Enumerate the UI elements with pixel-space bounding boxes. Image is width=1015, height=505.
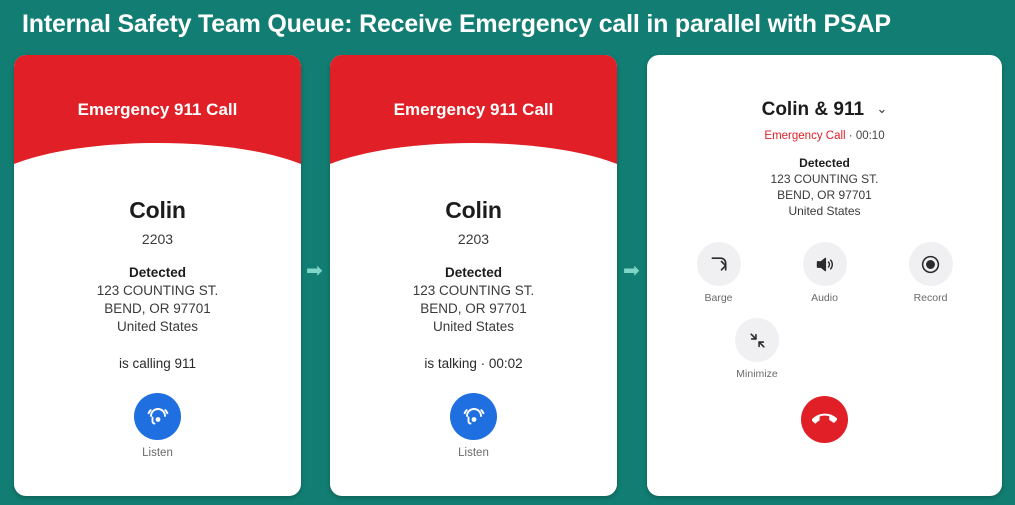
address-line-3: United States bbox=[432, 319, 515, 334]
detected-label: Detected bbox=[128, 265, 187, 280]
emergency-banner bbox=[14, 55, 301, 183]
address-line-1: 123 COUNTING ST. bbox=[412, 283, 535, 298]
hangup-icon[interactable] bbox=[801, 396, 848, 443]
joined-call-title: Colin & 911 bbox=[761, 99, 865, 120]
call-card-joined[interactable] bbox=[647, 55, 1002, 496]
address-line-1: 123 COUNTING ST. bbox=[770, 172, 879, 186]
record-label: Record bbox=[913, 292, 948, 304]
listen-label: Listen bbox=[142, 447, 173, 459]
record-button[interactable] bbox=[895, 242, 967, 304]
audio-label: Audio bbox=[811, 292, 838, 304]
barge-label: Barge bbox=[704, 292, 733, 304]
joined-call-body bbox=[647, 55, 1002, 443]
minimize-label: Minimize bbox=[736, 368, 778, 380]
caller-name: Colin bbox=[445, 197, 502, 223]
address-line-2: BEND, OR 97701 bbox=[420, 301, 527, 316]
emergency-banner-label: Emergency 911 Call bbox=[393, 100, 554, 119]
address-line-3: United States bbox=[116, 319, 199, 334]
call-status: is calling 911 bbox=[118, 356, 197, 371]
cards-row bbox=[0, 53, 1015, 498]
address-line-2: BEND, OR 97701 bbox=[777, 188, 872, 202]
joined-call-header[interactable] bbox=[647, 99, 1002, 121]
page-title: Internal Safety Team Queue: Receive Emergency call in parallel with PSAP bbox=[22, 10, 891, 38]
caller-extension: 2203 bbox=[141, 231, 174, 247]
detected-label: Detected bbox=[799, 156, 850, 170]
audio-button[interactable] bbox=[789, 242, 861, 304]
chevron-down-icon[interactable]: ⌄ bbox=[876, 101, 888, 116]
call-duration: 00:10 bbox=[855, 130, 885, 142]
address-line-2: BEND, OR 97701 bbox=[104, 301, 211, 316]
emergency-banner-label: Emergency 911 Call bbox=[77, 100, 238, 119]
flow-arrow-1: ➡ bbox=[306, 260, 323, 282]
minimize-button[interactable] bbox=[721, 318, 793, 380]
listen-icon[interactable] bbox=[450, 393, 497, 440]
call-type-line bbox=[647, 130, 1002, 142]
end-call-action[interactable] bbox=[647, 396, 1002, 443]
call-card-talking[interactable] bbox=[330, 55, 617, 496]
banner-curve bbox=[14, 142, 301, 184]
listen-label: Listen bbox=[458, 447, 489, 459]
listen-action[interactable] bbox=[330, 393, 617, 459]
caller-extension: 2203 bbox=[457, 231, 490, 247]
call-card-incoming[interactable] bbox=[14, 55, 301, 496]
caller-info bbox=[14, 183, 301, 459]
barge-button[interactable] bbox=[683, 242, 755, 304]
address-line-3: United States bbox=[788, 204, 861, 218]
speaker-icon[interactable] bbox=[803, 242, 847, 286]
listen-icon[interactable] bbox=[134, 393, 181, 440]
record-icon[interactable] bbox=[909, 242, 953, 286]
banner-curve bbox=[330, 142, 617, 184]
caller-info bbox=[330, 183, 617, 459]
flow-arrow-2: ➡ bbox=[623, 260, 640, 282]
caller-name: Colin bbox=[129, 197, 186, 223]
emergency-banner bbox=[330, 55, 617, 183]
call-controls bbox=[647, 242, 1002, 304]
barge-icon[interactable] bbox=[697, 242, 741, 286]
address-line-1: 123 COUNTING ST. bbox=[96, 283, 219, 298]
call-type-label: Emergency Call bbox=[764, 130, 846, 142]
listen-action[interactable] bbox=[14, 393, 301, 459]
minimize-icon[interactable] bbox=[735, 318, 779, 362]
call-status: is talking · 00:02 bbox=[424, 356, 523, 371]
call-controls-secondary bbox=[647, 318, 1002, 380]
detected-label: Detected bbox=[444, 265, 503, 280]
call-separator: · bbox=[845, 130, 856, 142]
